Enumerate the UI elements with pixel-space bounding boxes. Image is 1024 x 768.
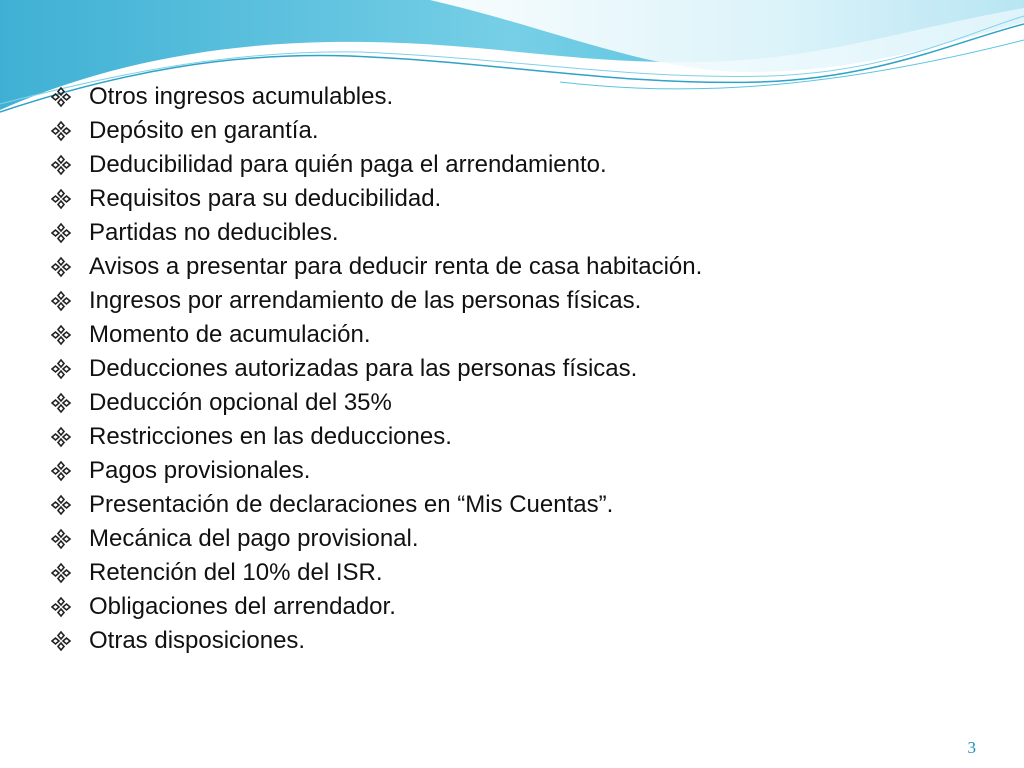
list-item — [50, 80, 702, 114]
four-petal-diamond-icon — [50, 256, 72, 278]
list-item-text: Requisitos para su deducibilidad. — [89, 185, 442, 212]
four-petal-diamond-icon — [50, 188, 72, 210]
list-item — [50, 352, 702, 386]
list-item-text: Restricciones en las deducciones. — [89, 423, 452, 450]
list-item — [50, 624, 702, 658]
list-item-text: Mecánica del pago provisional. — [89, 525, 419, 552]
list-item-text: Pagos provisionales. — [89, 457, 311, 484]
list-item-text: Otros ingresos acumulables. — [89, 83, 394, 110]
list-item — [50, 522, 702, 556]
list-item — [50, 182, 702, 216]
topic-list — [50, 80, 702, 658]
list-item-text: Otras disposiciones. — [89, 627, 306, 654]
list-item — [50, 216, 702, 250]
list-item — [50, 250, 702, 284]
four-petal-diamond-icon — [50, 460, 72, 482]
four-petal-diamond-icon — [50, 120, 72, 142]
list-item-text: Depósito en garantía. — [89, 117, 319, 144]
list-item — [50, 114, 702, 148]
list-item-text: Presentación de declaraciones en “Mis Cuentas”. — [89, 491, 614, 518]
list-item — [50, 148, 702, 182]
four-petal-diamond-icon — [50, 494, 72, 516]
list-item-text: Deducción opcional del 35% — [89, 389, 392, 416]
list-item — [50, 318, 702, 352]
list-item-text: Deducibilidad para quién paga el arrendamiento. — [89, 151, 607, 178]
list-item — [50, 590, 702, 624]
four-petal-diamond-icon — [50, 290, 72, 312]
four-petal-diamond-icon — [50, 324, 72, 346]
four-petal-diamond-icon — [50, 562, 72, 584]
list-item-text: Deducciones autorizadas para las personas físicas. — [89, 355, 638, 382]
four-petal-diamond-icon — [50, 426, 72, 448]
list-item-text: Partidas no deducibles. — [89, 219, 339, 246]
list-item — [50, 454, 702, 488]
four-petal-diamond-icon — [50, 154, 72, 176]
list-item-text: Momento de acumulación. — [89, 321, 371, 348]
four-petal-diamond-icon — [50, 528, 72, 550]
list-item — [50, 284, 702, 318]
list-item — [50, 556, 702, 590]
page-number: 3 — [967, 738, 976, 757]
four-petal-diamond-icon — [50, 596, 72, 618]
four-petal-diamond-icon — [50, 630, 72, 652]
four-petal-diamond-icon — [50, 222, 72, 244]
list-item-text: Ingresos por arrendamiento de las personas físicas. — [89, 287, 642, 314]
four-petal-diamond-icon — [50, 86, 72, 108]
list-item-text: Retención del 10% del ISR. — [89, 559, 383, 586]
list-item-text: Avisos a presentar para deducir renta de casa habitación. — [89, 253, 703, 280]
list-item — [50, 420, 702, 454]
four-petal-diamond-icon — [50, 392, 72, 414]
four-petal-diamond-icon — [50, 358, 72, 380]
list-item — [50, 386, 702, 420]
list-item — [50, 488, 702, 522]
list-item-text: Obligaciones del arrendador. — [89, 593, 396, 620]
